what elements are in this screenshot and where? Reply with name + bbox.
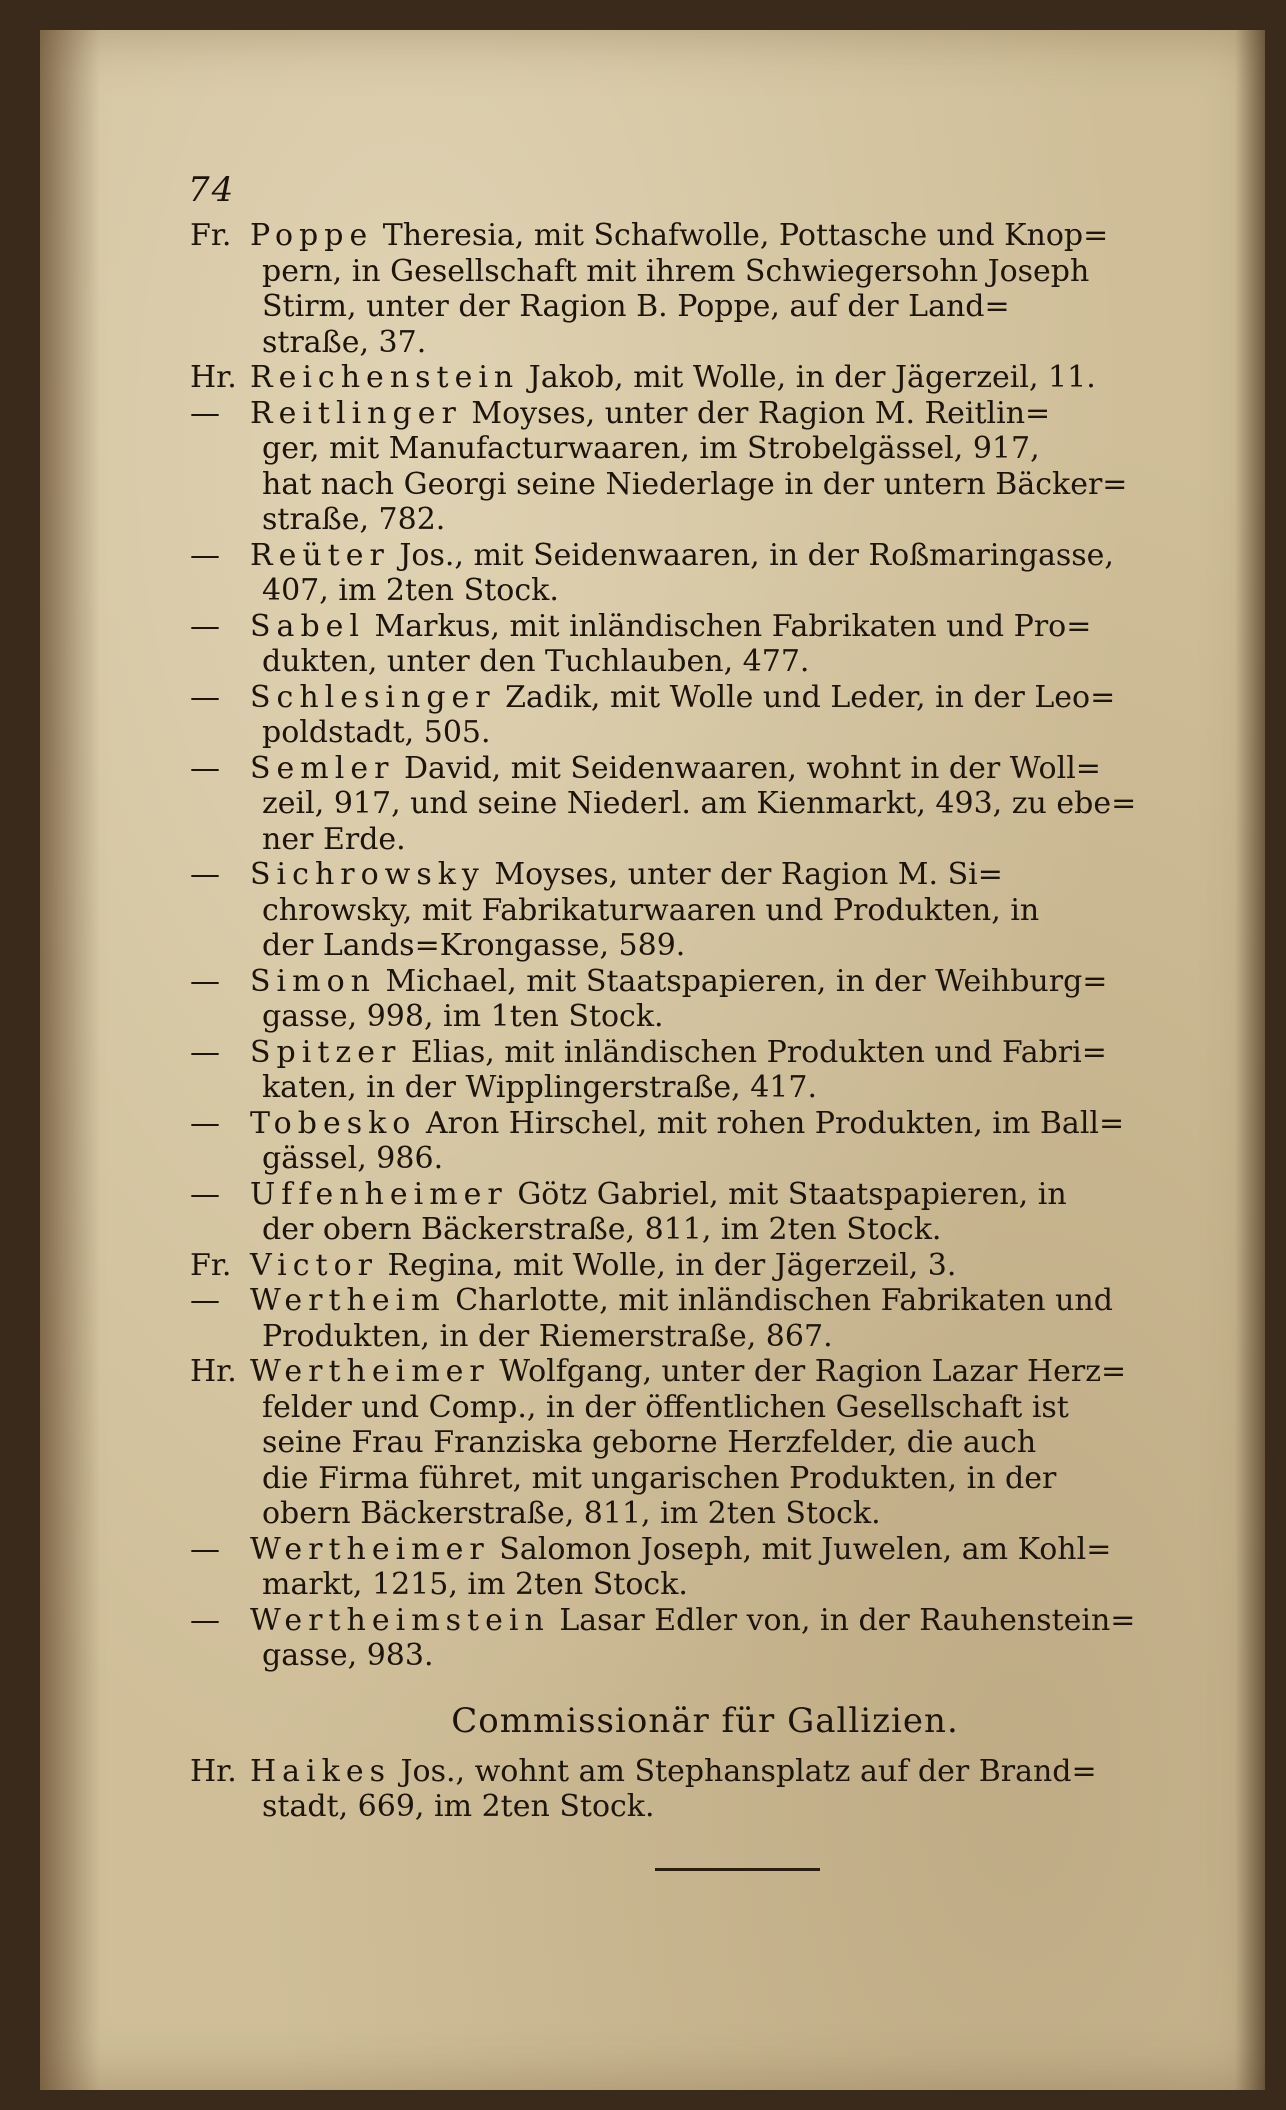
entry-prefix: — (190, 1531, 220, 1567)
entry-continuation-line: ner Erde. (262, 821, 406, 857)
entry-details: Moyses, unter der Ragion M. Reitlin= (461, 395, 1051, 431)
entry-continuation-line: straße, 782. (262, 502, 446, 537)
entry-first-line (190, 360, 1220, 396)
entry-surname: Semler (250, 750, 395, 786)
entry-details: Elias, mit inländischen Produkten und Fabri= (401, 1034, 1107, 1070)
entry-details: Charlotte, mit inländischen Fabrikaten und (445, 1283, 1113, 1318)
directory-entry (190, 1532, 1220, 1603)
entry-first-line (190, 751, 1220, 787)
page-edge-shadow (1235, 30, 1265, 2090)
directory-list (190, 218, 1220, 1825)
directory-entry (190, 751, 1220, 858)
entry-continuation-line: gässel, 986. (262, 1141, 444, 1176)
entry-surname: Schlesinger (250, 679, 496, 715)
entry-prefix: Hr. (190, 1753, 237, 1789)
entry-continuation-line: Stirm, unter der Ragion B. Poppe, auf der Land= (262, 289, 1010, 324)
page-number: 74 (188, 170, 236, 210)
entry-continuation-line: Produkten, in der Riemerstraße, 867. (262, 1318, 833, 1354)
entry-details: Regina, mit Wolle, in der Jägerzeil, 3. (378, 1247, 957, 1283)
directory-entry (190, 1035, 1220, 1106)
entry-prefix: — (190, 608, 220, 644)
entry-details: Michael, mit Staatspapieren, in der Weihburg= (375, 963, 1108, 999)
entry-details: Markus, mit inländischen Fabrikaten und Pro= (365, 608, 1092, 644)
entry-first-line (190, 680, 1220, 716)
entry-continuation-line: poldstadt, 505. (262, 715, 491, 750)
entry-surname: Haikes (250, 1753, 391, 1789)
entry-continuation-line: straße, 37. (262, 324, 427, 360)
entry-prefix: — (190, 963, 220, 999)
entry-first-line (190, 857, 1220, 893)
entry-surname: Reüter (250, 537, 390, 573)
entry-prefix: — (190, 1283, 220, 1318)
entry-prefix: — (190, 1176, 220, 1212)
entry-details: Götz Gabriel, mit Staatspapieren, in (507, 1176, 1067, 1212)
directory-entry (190, 857, 1220, 964)
entry-continuation-line: katen, in der Wipplingerstraße, 417. (262, 1070, 818, 1105)
entry-continuation-line: stadt, 669, im 2ten Stock. (262, 1789, 655, 1824)
entry-continuation-line: seine Frau Franziska geborne Herzfelder, die auch (262, 1425, 1037, 1460)
entry-continuation-line: gasse, 998, im 1ten Stock. (262, 999, 664, 1034)
entry-details: Jakob, mit Wolle, in der Jägerzeil, 11. (519, 360, 1096, 395)
entry-first-line (190, 538, 1220, 574)
entry-surname: Victor (250, 1247, 378, 1283)
entry-continuation-line: zeil, 917, und seine Niederl. am Kienmarkt, 493, zu ebe= (262, 786, 1137, 821)
entry-details: Theresia, mit Schafwolle, Pottasche und Knop= (373, 218, 1109, 253)
entry-continuation-line: dukten, unter den Tuchlauben, 477. (262, 644, 810, 679)
entry-surname: Sichrowsky (250, 857, 485, 892)
directory-entry (190, 1248, 1220, 1284)
closing-rule (655, 1868, 820, 1871)
entry-details: David, mit Seidenwaaren, wohnt in der Woll= (394, 750, 1101, 786)
directory-entry (190, 360, 1220, 396)
entry-prefix: — (190, 1034, 220, 1070)
entry-prefix: Hr. (190, 360, 237, 395)
entry-surname: Simon (250, 963, 376, 999)
entry-prefix: Hr. (190, 1354, 237, 1389)
entry-first-line (190, 1754, 1220, 1790)
entry-continuation-line: 407, im 2ten Stock. (262, 573, 559, 608)
entry-continuation-line: felder und Comp., in der öffentlichen Gesellschaft ist (262, 1389, 1069, 1425)
directory-entry (190, 538, 1220, 609)
entry-continuation-line: ger, mit Manufacturwaaren, im Strobelgässel, 917, (262, 431, 1040, 466)
entry-first-line (190, 609, 1220, 645)
entry-surname: Uffenheimer (250, 1176, 508, 1212)
entry-prefix: Fr. (190, 1247, 232, 1283)
entry-surname: Sabel (250, 608, 365, 644)
entry-details: Salomon Joseph, mit Juwelen, am Kohl= (489, 1531, 1112, 1567)
entry-first-line (190, 1354, 1220, 1390)
merchant-entries (190, 218, 1220, 1674)
entry-first-line (190, 396, 1220, 432)
directory-entry (190, 1603, 1220, 1674)
page-spine-shadow (40, 30, 100, 2090)
entry-prefix: — (190, 1602, 220, 1638)
entry-prefix: — (190, 395, 220, 431)
entry-first-line (190, 1283, 1220, 1319)
entry-surname: Wertheimer (250, 1531, 490, 1567)
book-page (40, 30, 1265, 2090)
directory-entry (190, 218, 1220, 360)
entry-continuation-line: die Firma führet, mit ungarischen Produkten, in der (262, 1460, 1057, 1496)
entry-prefix: — (190, 679, 220, 715)
entry-prefix: — (190, 857, 220, 892)
entry-surname: Wertheimstein (250, 1602, 550, 1638)
entry-surname: Reitlinger (250, 395, 462, 431)
entry-details: Moyses, unter der Ragion M. Si= (484, 857, 1003, 892)
directory-entry (190, 1754, 1220, 1825)
directory-entry (190, 396, 1220, 538)
directory-entry (190, 964, 1220, 1035)
entry-continuation-line: gasse, 983. (262, 1638, 434, 1673)
entry-continuation-line: der Lands=Krongasse, 589. (262, 928, 686, 963)
entry-surname: Wertheim (250, 1283, 446, 1318)
directory-entry (190, 1354, 1220, 1532)
entry-first-line (190, 1177, 1220, 1213)
entry-surname: Spitzer (250, 1034, 402, 1070)
directory-entry (190, 1177, 1220, 1248)
entry-continuation-line: pern, in Gesellschaft mit ihrem Schwiegersohn Joseph (262, 253, 1090, 289)
entry-details: Wolfgang, unter der Ragion Lazar Herz= (489, 1354, 1127, 1389)
entry-prefix: — (190, 537, 220, 573)
entry-first-line (190, 964, 1220, 1000)
entry-details: Lasar Edler von, in der Rauhenstein= (549, 1602, 1136, 1638)
section-heading: Commissionär für Gallizien. (451, 1700, 959, 1741)
entry-continuation-line: obern Bäckerstraße, 811, im 2ten Stock. (262, 1496, 881, 1531)
commissioner-entries (190, 1754, 1220, 1825)
entry-continuation-line: chrowsky, mit Fabrikaturwaaren und Produkten, in (262, 892, 1040, 928)
entry-first-line (190, 1603, 1220, 1639)
entry-first-line (190, 218, 1220, 254)
entry-first-line (190, 1106, 1220, 1142)
directory-entry (190, 1283, 1220, 1354)
entry-prefix: — (190, 750, 220, 786)
directory-entry (190, 609, 1220, 680)
entry-continuation-line: hat nach Georgi seine Niederlage in der untern Bäcker= (262, 466, 1128, 502)
directory-entry (190, 680, 1220, 751)
entry-details: Jos., wohnt am Stephansplatz auf der Brand= (390, 1753, 1097, 1789)
entry-surname: Poppe (250, 218, 374, 253)
entry-surname: Tobesko (250, 1105, 417, 1141)
entry-surname: Wertheimer (250, 1354, 490, 1389)
entry-continuation-line: der obern Bäckerstraße, 811, im 2ten Stock. (262, 1212, 942, 1247)
entry-prefix: — (190, 1105, 220, 1141)
entry-continuation-line: markt, 1215, im 2ten Stock. (262, 1567, 688, 1602)
entry-first-line (190, 1035, 1220, 1071)
entry-first-line (190, 1248, 1220, 1284)
entry-details: Zadik, mit Wolle und Leder, in der Leo= (495, 679, 1116, 715)
directory-entry (190, 1106, 1220, 1177)
entry-details: Aron Hirschel, mit rohen Produkten, im Ball= (416, 1105, 1125, 1141)
entry-surname: Reichenstein (250, 360, 520, 395)
entry-first-line (190, 1532, 1220, 1568)
entry-prefix: Fr. (190, 218, 232, 253)
entry-details: Jos., mit Seidenwaaren, in der Roßmaringasse, (389, 537, 1114, 573)
